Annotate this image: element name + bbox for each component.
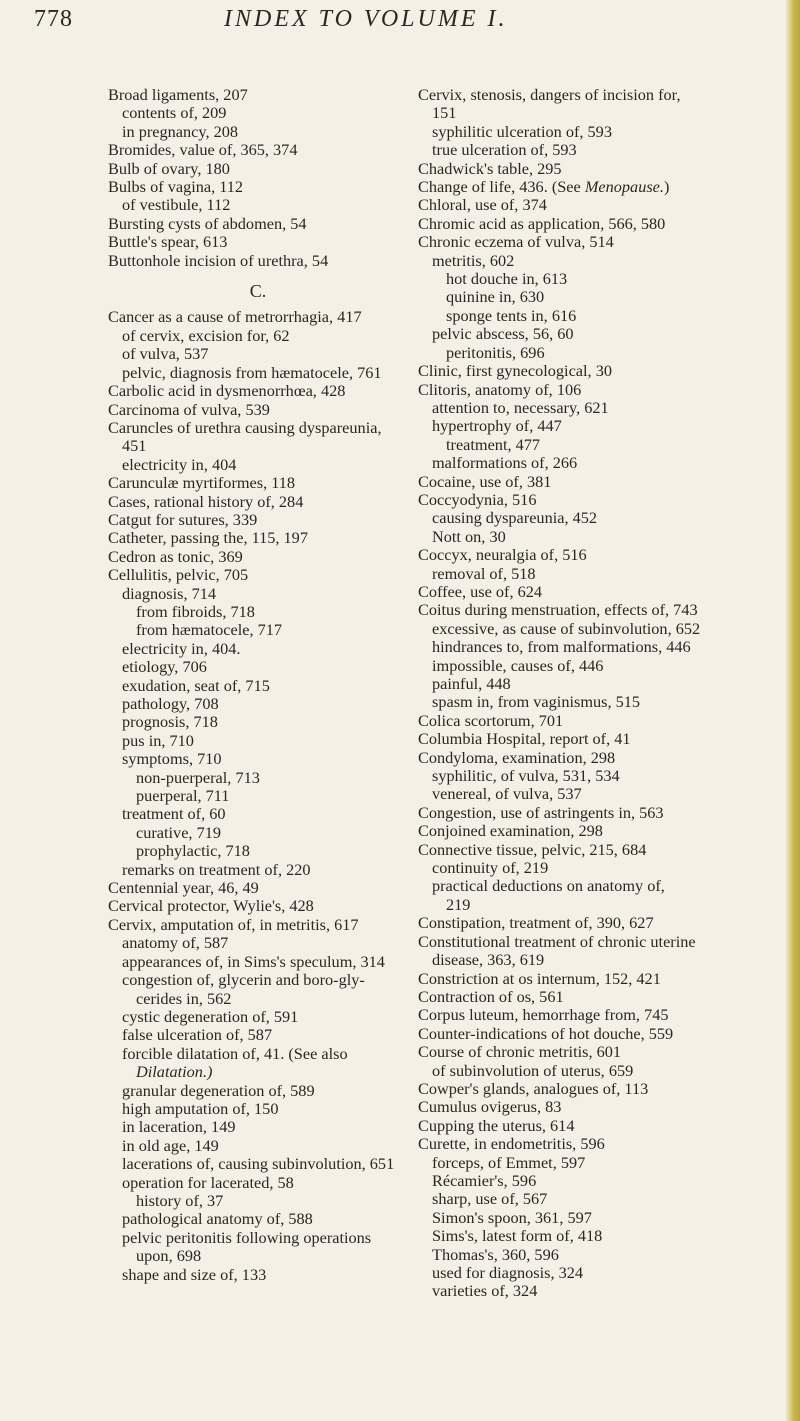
index-entry: forceps, of Emmet, 597	[432, 1152, 586, 1172]
index-entry: puerperal, 711	[136, 786, 230, 806]
index-entry: in laceration, 149	[122, 1117, 236, 1137]
index-entry: cystic degeneration of, 591	[122, 1006, 299, 1026]
index-entry: Conjoined examination, 298	[418, 821, 603, 841]
index-entry: Cumulus ovigerus, 83	[418, 1097, 562, 1117]
index-entry: Cellulitis, pelvic, 705	[108, 565, 249, 585]
index-entry: excessive, as cause of subinvolution, 652	[432, 618, 701, 638]
index-entry: symptoms, 710	[122, 749, 222, 769]
index-entry: forcible dilatation of, 41. (See also	[122, 1043, 348, 1063]
index-entry: Carbolic acid in dysmenorrhœa, 428	[108, 381, 346, 401]
index-entry: Bursting cysts of abdomen, 54	[108, 213, 307, 233]
index-entry: pathological anatomy of, 588	[122, 1209, 313, 1229]
running-head: INDEX TO VOLUME I.	[224, 6, 508, 32]
index-entry: Dilatation.)	[136, 1062, 213, 1082]
index-entry: Congestion, use of astringents in, 563	[418, 802, 664, 822]
index-entry: of vestibule, 112	[122, 195, 231, 215]
index-entry: of vulva, 537	[122, 344, 209, 364]
index-entry: Chadwick's table, 295	[418, 158, 562, 178]
index-entry: congestion of, glycerin and boro-gly-	[122, 970, 365, 990]
index-entry: remarks on treatment of, 220	[122, 859, 311, 879]
index-entry: 219	[446, 894, 471, 914]
index-entry: pelvic abscess, 56, 60	[432, 324, 574, 344]
index-entry: non-puerperal, 713	[136, 767, 260, 787]
index-entry: Buttle's spear, 613	[108, 232, 228, 252]
index-entry: sponge tents in, 616	[446, 305, 577, 325]
index-entry: in pregnancy, 208	[122, 121, 239, 141]
index-entry: pelvic peritonitis following operations	[122, 1227, 372, 1247]
index-entry: electricity in, 404.	[122, 638, 241, 658]
index-entry: Carunculæ myrtiformes, 118	[108, 473, 296, 493]
index-entry: Coitus during menstruation, effects of, 743	[418, 600, 698, 620]
index-entry: high amputation of, 150	[122, 1098, 279, 1118]
index-entry: 451	[122, 436, 147, 456]
index-entry: Centennial year, 46, 49	[108, 878, 259, 898]
index-entry: disease, 363, 619	[432, 950, 545, 970]
index-entry: Sims's, latest form of, 418	[432, 1226, 603, 1246]
index-entry: 151	[432, 103, 457, 123]
index-entry: shape and size of, 133	[122, 1264, 267, 1284]
page-edge	[786, 0, 800, 1421]
left-column	[108, 86, 408, 1284]
index-entry: curative, 719	[136, 822, 221, 842]
index-entry: operation for lacerated, 58	[122, 1172, 294, 1192]
index-entry: Change of life, 436. (See Menopause.)	[418, 177, 670, 197]
index-entry: appearances of, in Sims's speculum, 314	[122, 951, 385, 971]
index-entry: sharp, use of, 567	[432, 1189, 548, 1209]
index-entry: Bulbs of vagina, 112	[108, 177, 244, 197]
index-entry: Condyloma, examination, 298	[418, 747, 616, 767]
index-entry: exudation, seat of, 715	[122, 675, 270, 695]
index-entry: prognosis, 718	[122, 712, 218, 732]
index-entry: Bulb of ovary, 180	[108, 158, 230, 178]
index-entry: Cervix, amputation of, in metritis, 617	[108, 914, 359, 934]
page-number: 778	[34, 6, 73, 32]
index-entry: syphilitic, of vulva, 531, 534	[432, 766, 620, 786]
index-entry: Buttonhole incision of urethra, 54	[108, 250, 329, 270]
index-entry: etiology, 706	[122, 657, 207, 677]
index-entry: continuity of, 219	[432, 858, 549, 878]
index-entry: contents of, 209	[122, 103, 227, 123]
index-entry: Chromic acid as application, 566, 580	[418, 213, 666, 233]
index-entry: Connective tissue, pelvic, 215, 684	[418, 839, 647, 859]
index-entry: from fibroids, 718	[136, 601, 255, 621]
index-entry: Constriction at os internum, 152, 421	[418, 968, 661, 988]
left-main-entries	[108, 308, 408, 1284]
index-entry: practical deductions on anatomy of,	[432, 876, 665, 896]
index-entry: Cowper's glands, analogues of, 113	[418, 1078, 649, 1098]
index-entry: upon, 698	[136, 1246, 202, 1266]
index-entry: painful, 448	[432, 674, 511, 693]
index-entry: of cervix, excision for, 62	[122, 325, 290, 345]
index-entry: metritis, 602	[432, 250, 515, 270]
index-entry: in old age, 149	[122, 1135, 219, 1155]
index-entry: varieties of, 324	[432, 1281, 538, 1301]
index-entry: removal of, 518	[432, 563, 536, 583]
index-entry: false ulceration of, 587	[122, 1025, 273, 1045]
index-entry: history of, 37	[136, 1190, 224, 1210]
index-entry: Récamier's, 596	[432, 1170, 537, 1190]
index-entry: anatomy of, 587	[122, 933, 229, 953]
index-entry: Curette, in endometritis, 596	[418, 1134, 605, 1154]
right-column	[418, 86, 780, 1301]
index-entry: Counter-indications of hot douche, 559	[418, 1023, 674, 1043]
index-entry: pelvic, diagnosis from hæmatocele, 761	[122, 362, 382, 382]
index-entry: used for diagnosis, 324	[432, 1263, 584, 1282]
index-entry: Coccyx, neuralgia of, 516	[418, 545, 587, 565]
index-entry: Nott on, 30	[432, 526, 506, 546]
index-entry: Cupping the uterus, 614	[418, 1115, 575, 1135]
index-entry: Simon's spoon, 361, 597	[432, 1207, 592, 1227]
index-entry: treatment, 477	[446, 434, 541, 454]
index-entry: Course of chronic metritis, 601	[418, 1042, 622, 1062]
index-entry: hindrances to, from malformations, 446	[432, 637, 691, 657]
index-entry: Catgut for sutures, 339	[108, 509, 258, 529]
index-entry: lacerations of, causing subinvolution, 651	[122, 1154, 395, 1174]
index-entry: Cases, rational history of, 284	[108, 491, 304, 511]
index-entry: Broad ligaments, 207	[108, 85, 248, 104]
index-entry: pathology, 708	[122, 694, 219, 713]
index-entry: hypertrophy of, 447	[432, 416, 562, 436]
index-entry: Caruncles of urethra causing dyspareunia,	[108, 417, 382, 437]
index-entry: granular degeneration of, 589	[122, 1080, 315, 1100]
index-entry: quinine in, 630	[446, 287, 545, 307]
index-entry: Bromides, value of, 365, 374	[108, 140, 298, 160]
index-entry: syphilitic ulceration of, 593	[432, 121, 612, 141]
index-entry: Chronic eczema of vulva, 514	[418, 232, 614, 252]
index-entry: diagnosis, 714	[122, 583, 217, 603]
index-entry: causing dyspareunia, 452	[432, 508, 598, 528]
index-entry: malformations of, 266	[432, 453, 578, 473]
index-entry: from hæmatocele, 717	[136, 620, 283, 640]
index-entry: impossible, causes of, 446	[432, 655, 604, 675]
index-entry: Cedron as tonic, 369	[108, 546, 243, 566]
index-entry: Cancer as a cause of metrorrhagia, 417	[108, 307, 362, 327]
index-entry: Corpus luteum, hemorrhage from, 745	[418, 1005, 669, 1025]
index-entry: Colica scortorum, 701	[418, 710, 564, 730]
index-entry: Constitutional treatment of chronic uterine	[418, 931, 696, 951]
index-entry: Cocaine, use of, 381	[418, 471, 552, 491]
index-entry: prophylactic, 718	[136, 841, 250, 861]
index-entry: of subinvolution of uterus, 659	[432, 1060, 634, 1080]
index-entry: treatment of, 60	[122, 804, 226, 824]
page-header	[34, 6, 760, 46]
index-entry: cerides in, 562	[136, 988, 232, 1008]
index-entry: Clitoris, anatomy of, 106	[418, 379, 582, 399]
index-entry: Clinic, first gynecological, 30	[418, 361, 612, 381]
index-entry: hot douche in, 613	[446, 269, 568, 289]
index-entry: attention to, necessary, 621	[432, 397, 609, 417]
right-entries	[418, 86, 780, 1301]
index-entry: Constipation, treatment of, 390, 627	[418, 913, 654, 933]
index-entry: Catheter, passing the, 115, 197	[108, 528, 308, 548]
index-entry: Carcinoma of vulva, 539	[108, 399, 270, 419]
index-entry: electricity in, 404	[122, 454, 237, 474]
index-entry: true ulceration of, 593	[432, 140, 577, 160]
index-entry: Contraction of os, 561	[418, 986, 564, 1006]
index-entry: Cervical protector, Wylie's, 428	[108, 896, 314, 916]
index-entry: Coffee, use of, 624	[418, 581, 543, 601]
index-entry: Coccyodynia, 516	[418, 489, 537, 509]
index-entry: pus in, 710	[122, 730, 194, 750]
index-entry: venereal, of vulva, 537	[432, 784, 582, 804]
left-top-entries	[108, 86, 408, 270]
index-entry: spasm in, from vaginismus, 515	[432, 692, 641, 712]
index-entry: Chloral, use of, 374	[418, 195, 547, 215]
index-entry: Thomas's, 360, 596	[432, 1244, 559, 1264]
index-entry: peritonitis, 696	[446, 342, 545, 362]
index-entry: Columbia Hospital, report of, 41	[418, 729, 631, 749]
section-letter: C.	[249, 281, 267, 302]
index-entry: Cervix, stenosis, dangers of incision for,	[418, 85, 681, 104]
